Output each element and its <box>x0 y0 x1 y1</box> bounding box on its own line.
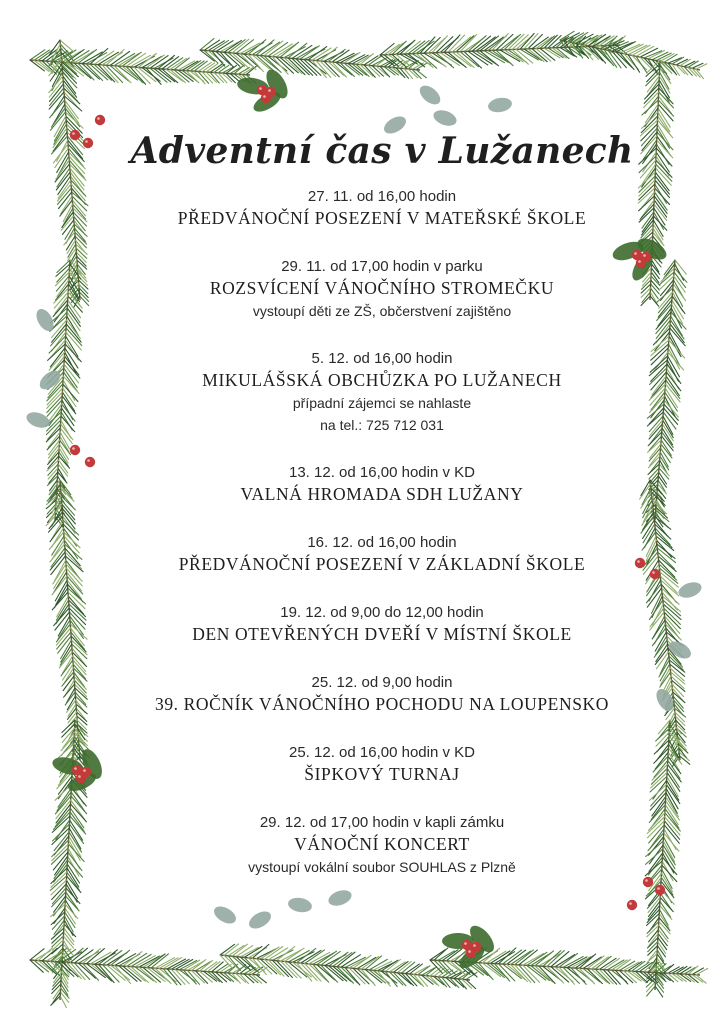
pine-branch <box>46 260 83 527</box>
event-date: 25. 12. od 16,00 hodin v KD <box>289 744 475 761</box>
poster-content <box>130 130 634 904</box>
event-7 <box>140 672 624 716</box>
berry <box>83 138 93 148</box>
event-date: 5. 12. od 16,00 hodin <box>311 350 453 367</box>
pine-branch <box>220 944 477 989</box>
leaf <box>416 82 443 108</box>
pine-branch <box>48 40 88 308</box>
event-name: ROZSVÍCENÍ VÁNOČNÍHO STROMEČKU <box>209 278 555 298</box>
event-4 <box>140 462 624 506</box>
berry <box>95 115 105 125</box>
event-name: 39. ROČNÍK VÁNOČNÍHO POCHODU NA LOUPENSKO <box>154 694 610 714</box>
event-name: ŠIPKOVÝ TURNAJ <box>304 764 460 784</box>
event-8 <box>140 742 624 786</box>
event-date: 29. 11. od 17,00 hodin v parku <box>281 258 483 275</box>
event-2 <box>140 256 624 322</box>
event-date: 27. 11. od 16,00 hodin <box>307 188 457 205</box>
event-date: 25. 12. od 9,00 hodin <box>311 674 453 691</box>
event-date: 29. 12. od 17,00 hodin v kapli zámku <box>259 814 505 831</box>
event-3 <box>140 348 624 436</box>
berry <box>636 258 646 268</box>
event-note: případní zájemci se nahlaste <box>292 395 472 411</box>
event-note: vystoupí vokální soubor SOUHLAS z Plzně <box>248 859 516 875</box>
event-date: 19. 12. od 9,00 do 12,00 hodin <box>280 604 484 621</box>
event-1 <box>140 186 624 230</box>
pine-branch <box>560 31 707 78</box>
event-note: vystoupí děti ze ZŠ, občerstvení zajištěno <box>252 303 512 319</box>
leaf <box>487 96 513 114</box>
berry <box>627 900 637 910</box>
pine-branch <box>645 720 682 997</box>
berry <box>85 457 95 467</box>
leaf <box>676 579 703 600</box>
event-9 <box>140 812 624 878</box>
berry <box>261 93 271 103</box>
event-name: PŘEDVÁNOČNÍ POSEZENÍ V ZÁKLADNÍ ŠKOLE <box>178 554 586 574</box>
event-5 <box>140 532 624 576</box>
event-date: 16. 12. od 16,00 hodin <box>307 534 457 551</box>
pine-branch <box>48 480 89 767</box>
berry <box>70 445 80 455</box>
event-name: DEN OTEVŘENÝCH DVEŘÍ V MÍSTNÍ ŠKOLE <box>192 624 572 644</box>
berry <box>655 885 665 895</box>
event-name: VALNÁ HROMADA SDH LUŽANY <box>240 484 524 504</box>
berry <box>70 130 80 140</box>
leaf <box>431 107 458 128</box>
leaf <box>211 903 239 927</box>
poster-title: Adventní čas v Lužanech <box>130 130 634 172</box>
event-name: PŘEDVÁNOČNÍ POSEZENÍ V MATEŘSKÉ ŠKOLE <box>177 208 587 228</box>
event-date: 13. 12. od 16,00 hodin v KD <box>289 464 475 481</box>
berry <box>76 773 86 783</box>
event-6 <box>140 602 624 646</box>
event-name: MIKULÁŠSKÁ OBCHŮZKA PO LUŽANECH <box>202 370 562 390</box>
leaf <box>666 638 694 662</box>
event-name: VÁNOČNÍ KONCERT <box>294 834 470 854</box>
berry <box>466 948 476 958</box>
event-phone: na tel.: 725 712 031 <box>320 417 444 433</box>
leaf <box>246 908 274 932</box>
berry <box>643 877 653 887</box>
